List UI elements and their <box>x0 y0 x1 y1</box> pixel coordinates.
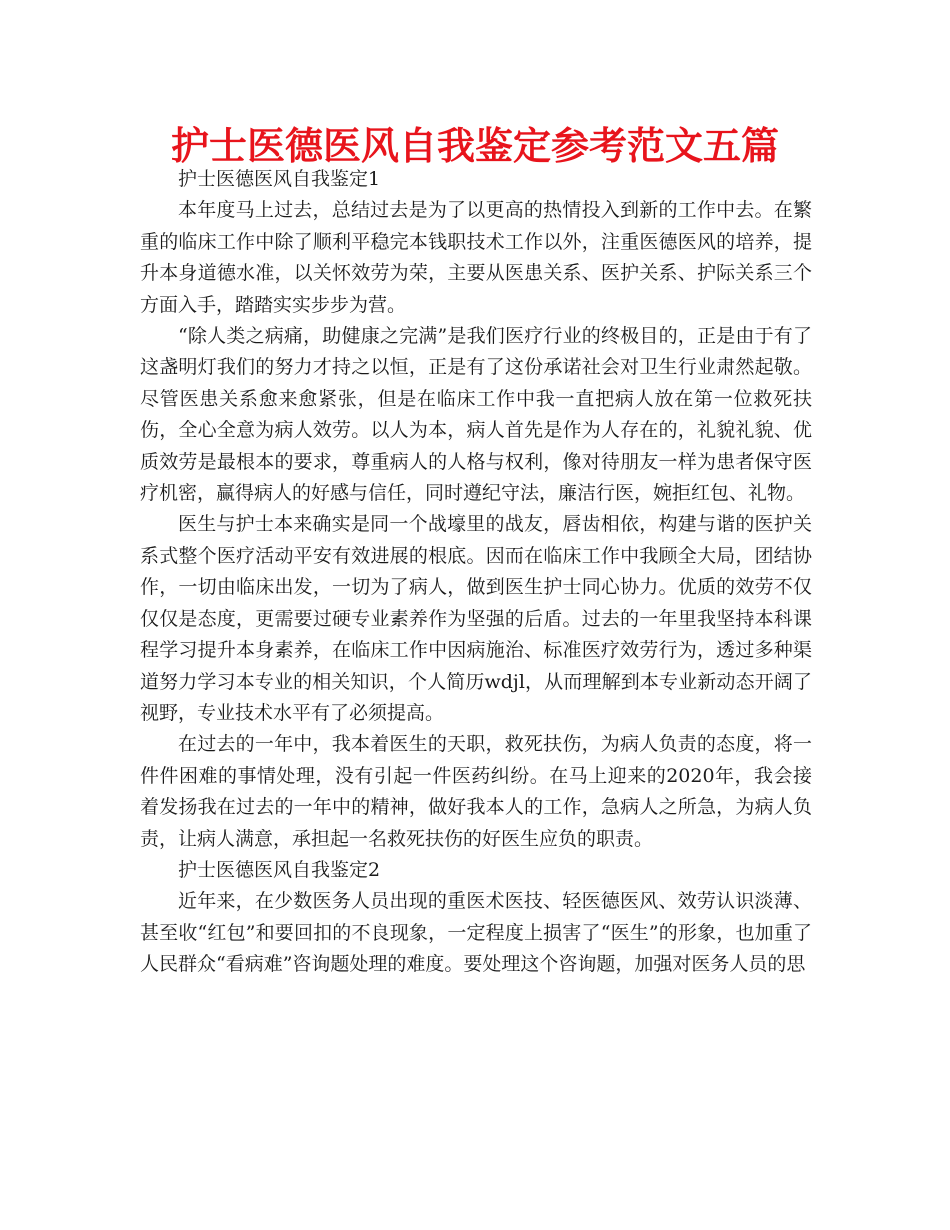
paragraph: 近年来，在少数医务人员出现的重医术医技、轻医德医风、效劳认识淡薄、甚至收“红包”和要回扣的不良现象，一定程度上损害了“医生”的形象，也加重了人民群众“看病难”咨询题处理的难度。要处理这个咨询题，加强对医务人员的思 <box>140 890 812 976</box>
paragraph: 医生与护士本来确实是同一个战壕里的战友，唇齿相依，构建与谐的医护关系式整个医疗活动平安有效进展的根底。因而在临床工作中我顾全大局，团结协作，一切由临床出发，一切为了病人，做到医生护士同心协力。优质的效劳不仅仅仅是态度，更需要过硬专业素养作为坚强的后盾。过去的一年里我坚持本科课程学习提升本身素养，在临床工作中因病施治、标准医疗效劳行为，透过多种渠道努力学习本专业的相关知识，个人简历wdjl，从而理解到本专业新动态开阔了视野，专业技术水平有了必须提高。 <box>140 513 812 724</box>
document-title: 护士医德医风自我鉴定参考范文五篇 <box>170 124 779 168</box>
section-heading: 护士医德医风自我鉴定2 <box>178 858 381 881</box>
section-heading: 护士医德医风自我鉴定1 <box>178 168 381 190</box>
paragraph: 本年度马上过去，总结过去是为了以更高的热情投入到新的工作中去。在繁重的临床工作中除了顺利平稳完本钱职技术工作以外，注重医德医风的培养，提升本身道德水准，以关怀效劳为荣，主要从医患关系、医护关系、护际关系三个方面入手，踏踏实实步步为营。 <box>140 199 812 316</box>
paragraph: “除人类之病痛，助健康之完满”是我们医疗行业的终极目的，正是由于有了这盏明灯我们的努力才持之以恒，正是有了这份承诺社会对卫生行业肃然起敬。尽管医患关系愈来愈紧张，但是在临床工作中我一直把病人放在第一位救死扶伤，全心全意为病人效劳。以人为本，病人首先是作为人存在的，礼貌礼貌、优质效劳是最根本的要求，尊重病人的人格与权利，像对待朋友一样为患者保守医疗机密，赢得病人的好感与信任，同时遵纪守法，廉洁行医，婉拒红包、礼物。 <box>140 325 812 505</box>
document-body <box>140 164 812 981</box>
paragraph: 在过去的一年中，我本着医生的天职，救死扶伤，为病人负责的态度，将一件件困难的事情处理，没有引起一件医药纠纷。在马上迎来的2020年，我会接着发扬我在过去的一年中的精神，做好我本人的工作，急病人之所急，为病人负责，让病人满意，承担起一名救死扶伤的好医生应负的职责。 <box>140 733 812 850</box>
